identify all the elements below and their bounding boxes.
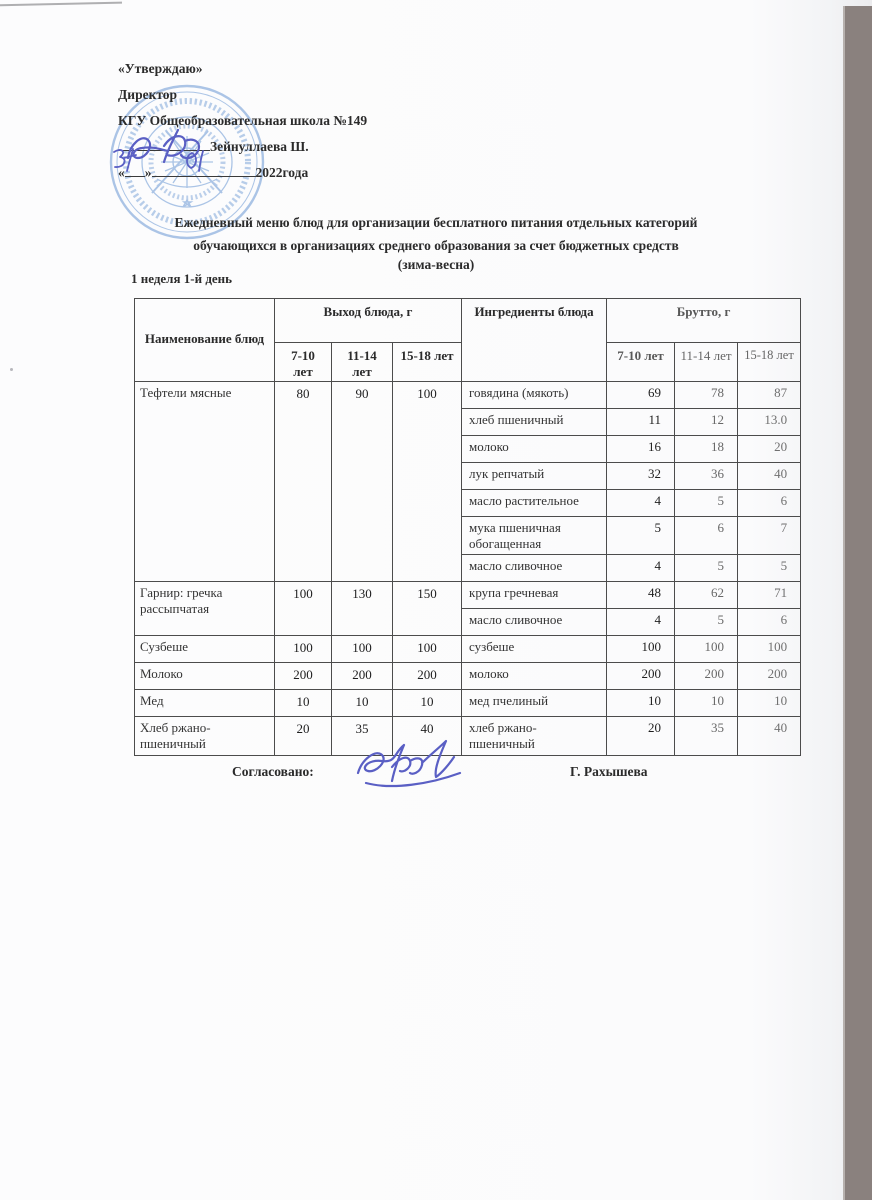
table-row xyxy=(135,690,801,717)
handwritten-day xyxy=(108,146,140,174)
brutto-value-cell: 6 xyxy=(738,490,801,517)
col-header-age-7-10: 7-10 лет xyxy=(275,343,332,382)
brutto-value-cell: 100 xyxy=(738,636,801,663)
ingredient-name-cell: масло растительное xyxy=(462,490,607,517)
year-label: 2022года xyxy=(255,165,309,180)
brutto-value-cell: 11 xyxy=(607,409,675,436)
output-value-cell: 20 xyxy=(275,717,332,755)
scanner-background-band xyxy=(843,6,872,1200)
dish-name-cell: Хлеб ржано-пшеничный xyxy=(135,717,275,755)
ingredient-name-cell: хлеб ржано-пшеничный xyxy=(462,717,607,755)
col-header-dish: Наименование блюд xyxy=(135,299,275,382)
brutto-value-cell: 20 xyxy=(738,436,801,463)
brutto-value-cell: 20 xyxy=(607,717,675,755)
brutto-value-cell: 5 xyxy=(675,490,738,517)
dish-name-cell: Молоко xyxy=(135,663,275,690)
brutto-value-cell: 5 xyxy=(675,609,738,636)
brutto-value-cell: 5 xyxy=(675,555,738,582)
season-label: (зима-весна) xyxy=(397,257,475,272)
ingredient-name-cell: молоко xyxy=(462,663,607,690)
output-value-cell: 100 xyxy=(393,382,462,582)
brutto-value-cell: 10 xyxy=(675,690,738,717)
output-value-cell: 100 xyxy=(332,636,393,663)
col-header-output: Выход блюда, г xyxy=(275,299,462,343)
scan-artifact-line xyxy=(0,2,122,7)
brutto-value-cell: 4 xyxy=(607,490,675,517)
output-value-cell: 130 xyxy=(332,582,393,636)
brutto-value-cell: 35 xyxy=(675,717,738,755)
brutto-value-cell: 62 xyxy=(675,582,738,609)
brutto-value-cell: 32 xyxy=(607,463,675,490)
week-day-label: 1 неделя 1-й день xyxy=(131,271,233,286)
ingredient-name-cell: мед пчелиный xyxy=(462,690,607,717)
col-header-brutto-age-15-18: 15-18 лет xyxy=(738,343,801,382)
brutto-value-cell: 6 xyxy=(675,517,738,555)
col-header-age-15-18: 15-18 лет xyxy=(393,343,462,382)
col-header-brutto-age-11-14: 11-14 лет xyxy=(675,343,738,382)
quote-close: » xyxy=(144,165,152,180)
brutto-value-cell: 200 xyxy=(738,663,801,690)
table-row xyxy=(135,663,801,690)
col-header-brutto: Брутто, г xyxy=(607,299,801,343)
title-line-1: Ежедневный меню блюд для организации бесплатного питания отдельных категорий xyxy=(174,215,698,230)
output-value-cell: 10 xyxy=(332,690,393,717)
agreed-signature xyxy=(350,733,476,795)
ingredient-name-cell: сузбеше xyxy=(462,636,607,663)
col-header-brutto-age-7-10: 7-10 лет xyxy=(607,343,675,382)
brutto-value-cell: 200 xyxy=(607,663,675,690)
director-label: Директор xyxy=(118,87,178,102)
ingredient-name-cell: хлеб пшеничный xyxy=(462,409,607,436)
ingredient-name-cell: молоко xyxy=(462,436,607,463)
ingredient-name-cell: лук репчатый xyxy=(462,463,607,490)
brutto-value-cell: 7 xyxy=(738,517,801,555)
menu-table-body xyxy=(135,382,801,755)
table-row xyxy=(135,382,801,409)
output-value-cell: 150 xyxy=(393,582,462,636)
dish-name-cell: Мед xyxy=(135,690,275,717)
ingredient-name-cell: масло сливочное xyxy=(462,555,607,582)
brutto-value-cell: 12 xyxy=(675,409,738,436)
output-value-cell: 200 xyxy=(332,663,393,690)
menu-table-header xyxy=(135,299,801,382)
dish-name-cell: Гарнир: гречка рассыпчатая xyxy=(135,582,275,636)
ingredient-name-cell: крупа гречневая xyxy=(462,582,607,609)
col-header-age-11-14: 11-14 лет xyxy=(332,343,393,382)
output-value-cell: 90 xyxy=(332,382,393,582)
output-value-cell: 10 xyxy=(393,690,462,717)
output-value-cell: 40 xyxy=(393,717,462,755)
output-value-cell: 35 xyxy=(332,717,393,755)
brutto-value-cell: 5 xyxy=(738,555,801,582)
brutto-value-cell: 13.0 xyxy=(738,409,801,436)
scan-artifact-dot xyxy=(10,368,13,371)
brutto-value-cell: 5 xyxy=(607,517,675,555)
document-title xyxy=(110,211,762,257)
output-value-cell: 200 xyxy=(275,663,332,690)
brutto-value-cell: 100 xyxy=(607,636,675,663)
director-name: Зейнуллаева Ш. xyxy=(210,139,309,154)
dish-name-cell: Тефтели мясные xyxy=(135,382,275,582)
approve-label: «Утверждаю» xyxy=(118,61,203,76)
brutto-value-cell: 87 xyxy=(738,382,801,409)
output-value-cell: 200 xyxy=(393,663,462,690)
dish-name-cell: Сузбеше xyxy=(135,636,275,663)
table-row xyxy=(135,636,801,663)
output-value-cell: 10 xyxy=(275,690,332,717)
brutto-value-cell: 200 xyxy=(675,663,738,690)
brutto-value-cell: 40 xyxy=(738,717,801,755)
brutto-value-cell: 6 xyxy=(738,609,801,636)
brutto-value-cell: 69 xyxy=(607,382,675,409)
brutto-value-cell: 4 xyxy=(607,609,675,636)
brutto-value-cell: 36 xyxy=(675,463,738,490)
title-line-2: обучающихся в организациях среднего образования за счет бюджетных средств xyxy=(193,238,679,253)
brutto-value-cell: 40 xyxy=(738,463,801,490)
brutto-value-cell: 10 xyxy=(738,690,801,717)
output-value-cell: 80 xyxy=(275,382,332,582)
school-name: КГУ Общеобразовательная школа №149 xyxy=(118,113,368,128)
table-row xyxy=(135,582,801,609)
brutto-value-cell: 10 xyxy=(607,690,675,717)
menu-table xyxy=(134,298,801,756)
brutto-value-cell: 48 xyxy=(607,582,675,609)
ingredient-name-cell: говядина (мякоть) xyxy=(462,382,607,409)
brutto-value-cell: 18 xyxy=(675,436,738,463)
output-value-cell: 100 xyxy=(275,636,332,663)
quote-open: « xyxy=(118,165,125,180)
col-header-ingredients: Ингредиенты блюда xyxy=(462,299,607,382)
ingredient-name-cell: мука пшеничная обогащенная xyxy=(462,517,607,555)
output-value-cell: 100 xyxy=(275,582,332,636)
approver-name: Г. Рахышева xyxy=(570,764,648,779)
agreed-label: Согласовано: xyxy=(232,764,314,779)
brutto-value-cell: 100 xyxy=(675,636,738,663)
brutto-value-cell: 71 xyxy=(738,582,801,609)
brutto-value-cell: 4 xyxy=(607,555,675,582)
brutto-value-cell: 16 xyxy=(607,436,675,463)
output-value-cell: 100 xyxy=(393,636,462,663)
handwritten-month xyxy=(182,148,212,174)
ingredient-name-cell: масло сливочное xyxy=(462,609,607,636)
brutto-value-cell: 78 xyxy=(675,382,738,409)
